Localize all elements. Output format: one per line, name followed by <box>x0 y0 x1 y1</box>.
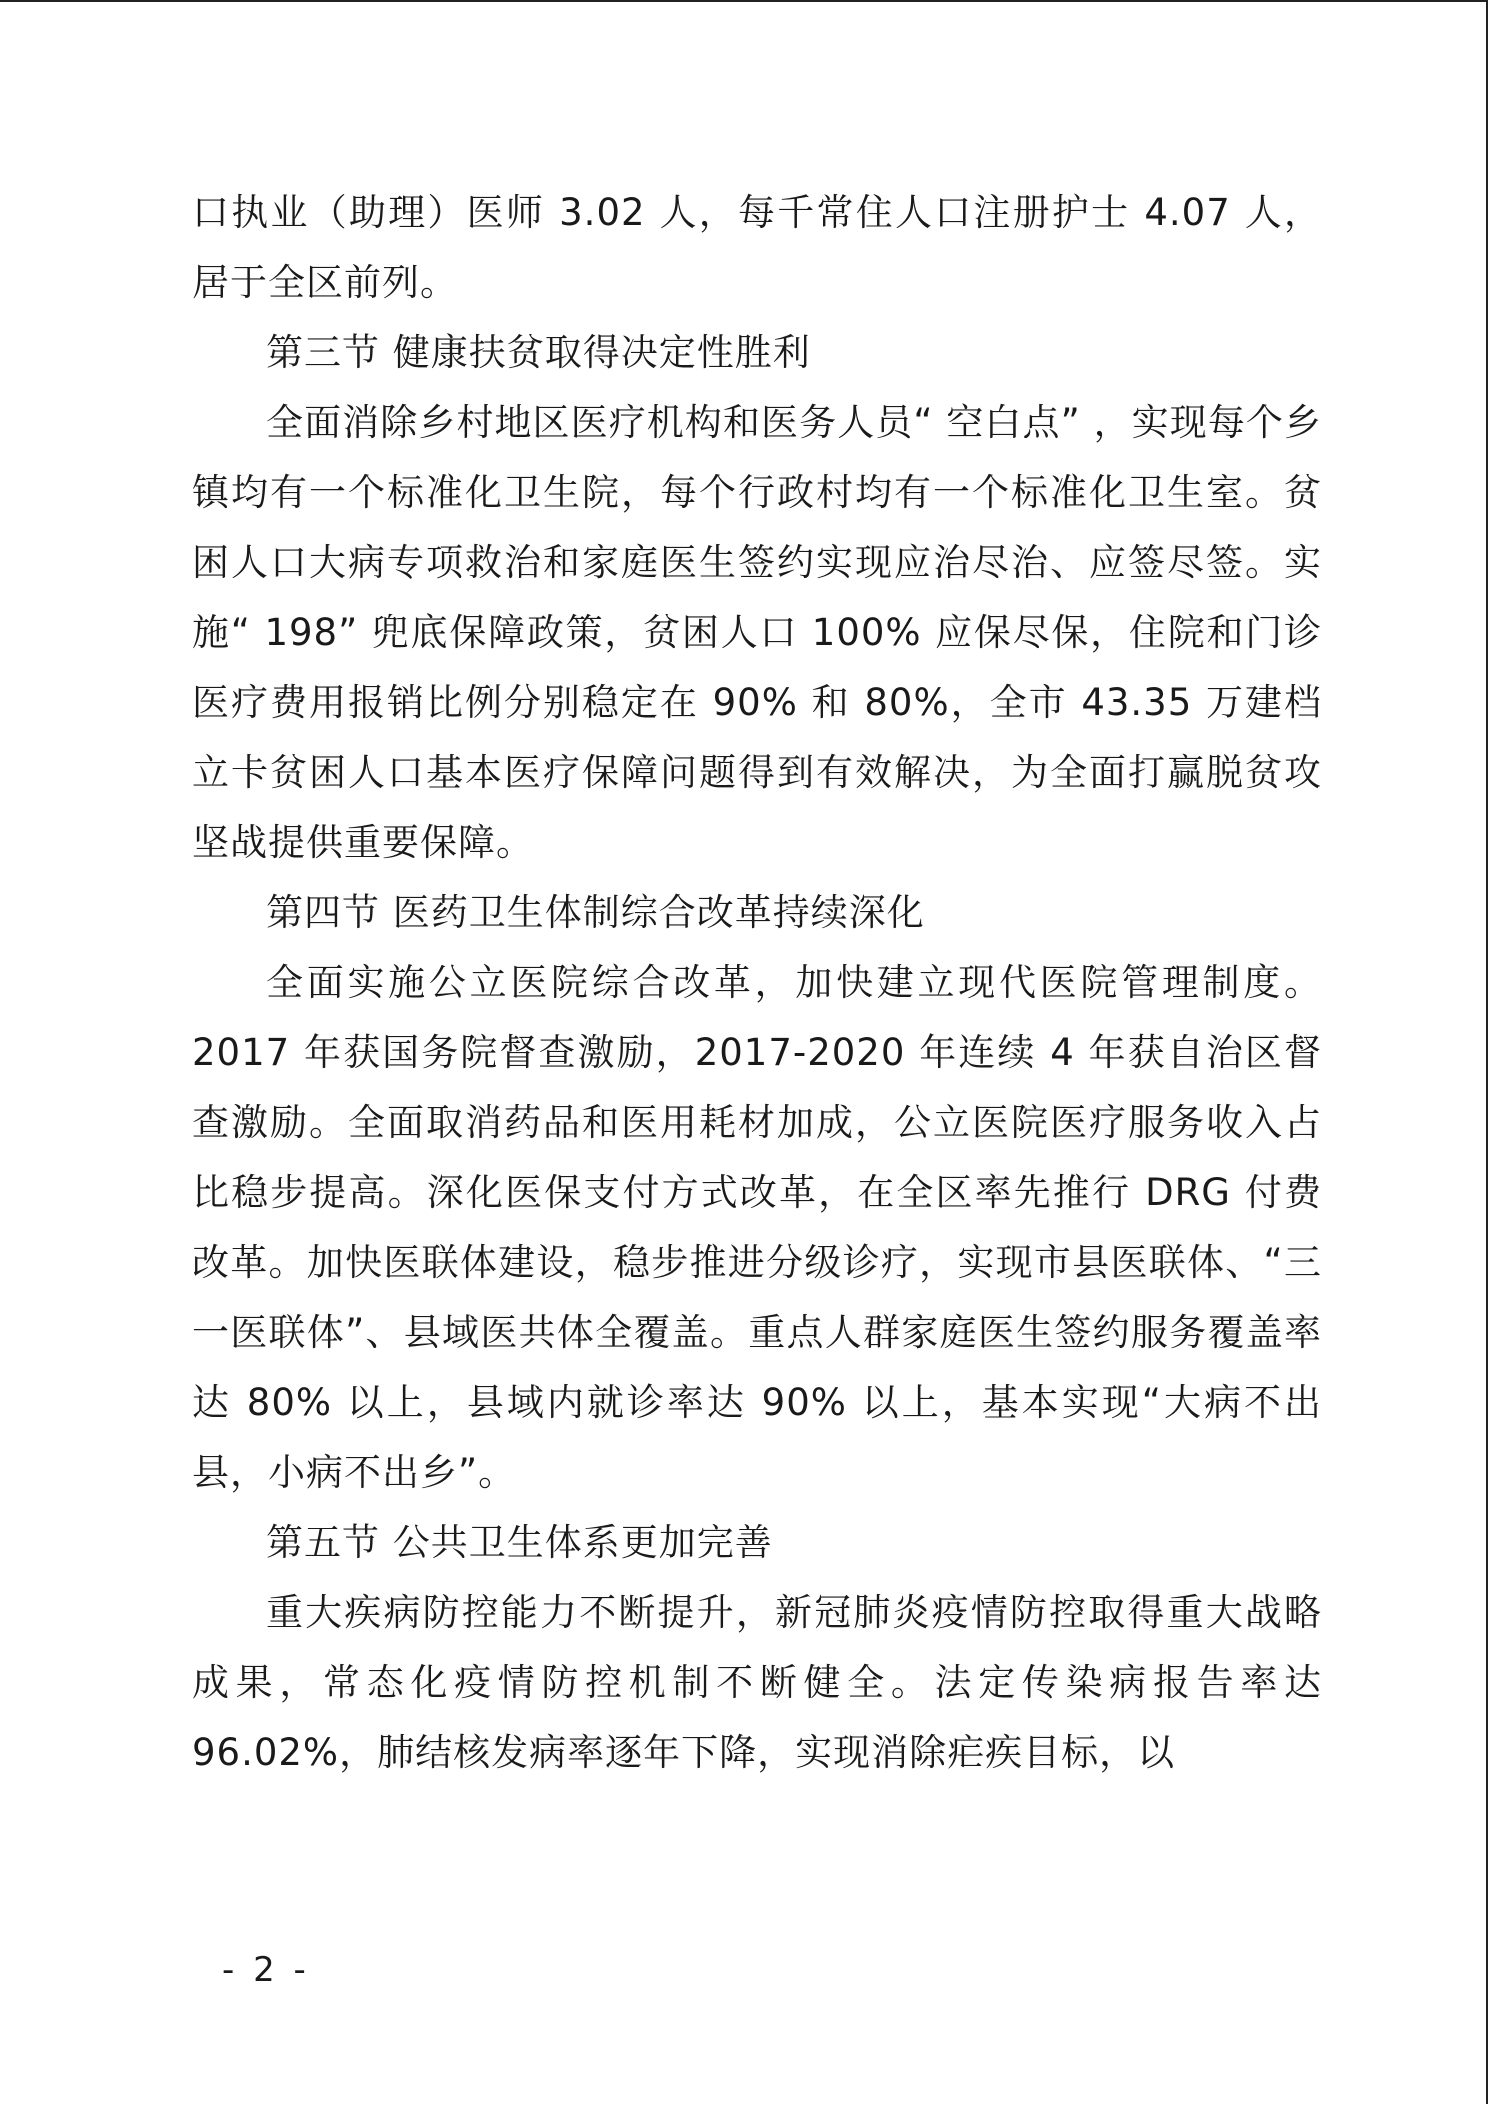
section-heading-4: 第四节 医药卫生体制综合改革持续深化 <box>266 891 925 934</box>
paragraph-medical-reform: 全面实施公立医院综合改革，加快建立现代医院管理制度。2017 年获国务院督查激励，2017-2020 年连续 4 年获自治区督查激励。全面取消药品和医用耗材加成，公立医院医疗服务收入占比稳步提高。深化医保支付方式改革，在全区率先推行 DRG 付费改革。加快医联体建设，稳步推进分级诊疗，实现市县医联体、“三一医联体”、县域医共体全覆盖。重点人群家庭医生签约服务覆盖率达 80% 以上，县域内就诊率达 90% 以上，基本实现“大病不出县，小病不出乡”。 <box>192 961 1322 1494</box>
paragraph-health-poverty: 全面消除乡村地区医疗机构和医务人员“ 空白点” ，实现每个乡镇均有一个标准化卫生院，每个行政村均有一个标准化卫生室。贫困人口大病专项救治和家庭医生签约实现应治尽治、应签尽签。实施“ 198” 兜底保障政策，贫困人口 100% 应保尽保，住院和门诊医疗费用报销比例分别稳定在 90% 和 80%，全市 43.35 万建档立卡贫困人口基本医疗保障问题得到有效解决，为全面打赢脱贫攻坚战提供重要保障。 <box>192 401 1322 864</box>
paragraph-public-health: 重大疾病防控能力不断提升，新冠肺炎疫情防控取得重大战略成果，常态化疫情防控机制不断健全。法定传染病报告率达 96.02%，肺结核发病率逐年下降，实现消除疟疾目标，以 <box>192 1591 1322 1774</box>
paragraph-continued: 口执业（助理）医师 3.02 人，每千常住人口注册护士 4.07 人，居于全区前列。 <box>192 191 1322 304</box>
document-body <box>192 178 1322 1788</box>
page-number: - 2 - <box>222 1950 310 1990</box>
section-heading-3: 第三节 健康扶贫取得决定性胜利 <box>266 331 811 374</box>
section-heading-5: 第五节 公共卫生体系更加完善 <box>266 1521 773 1564</box>
